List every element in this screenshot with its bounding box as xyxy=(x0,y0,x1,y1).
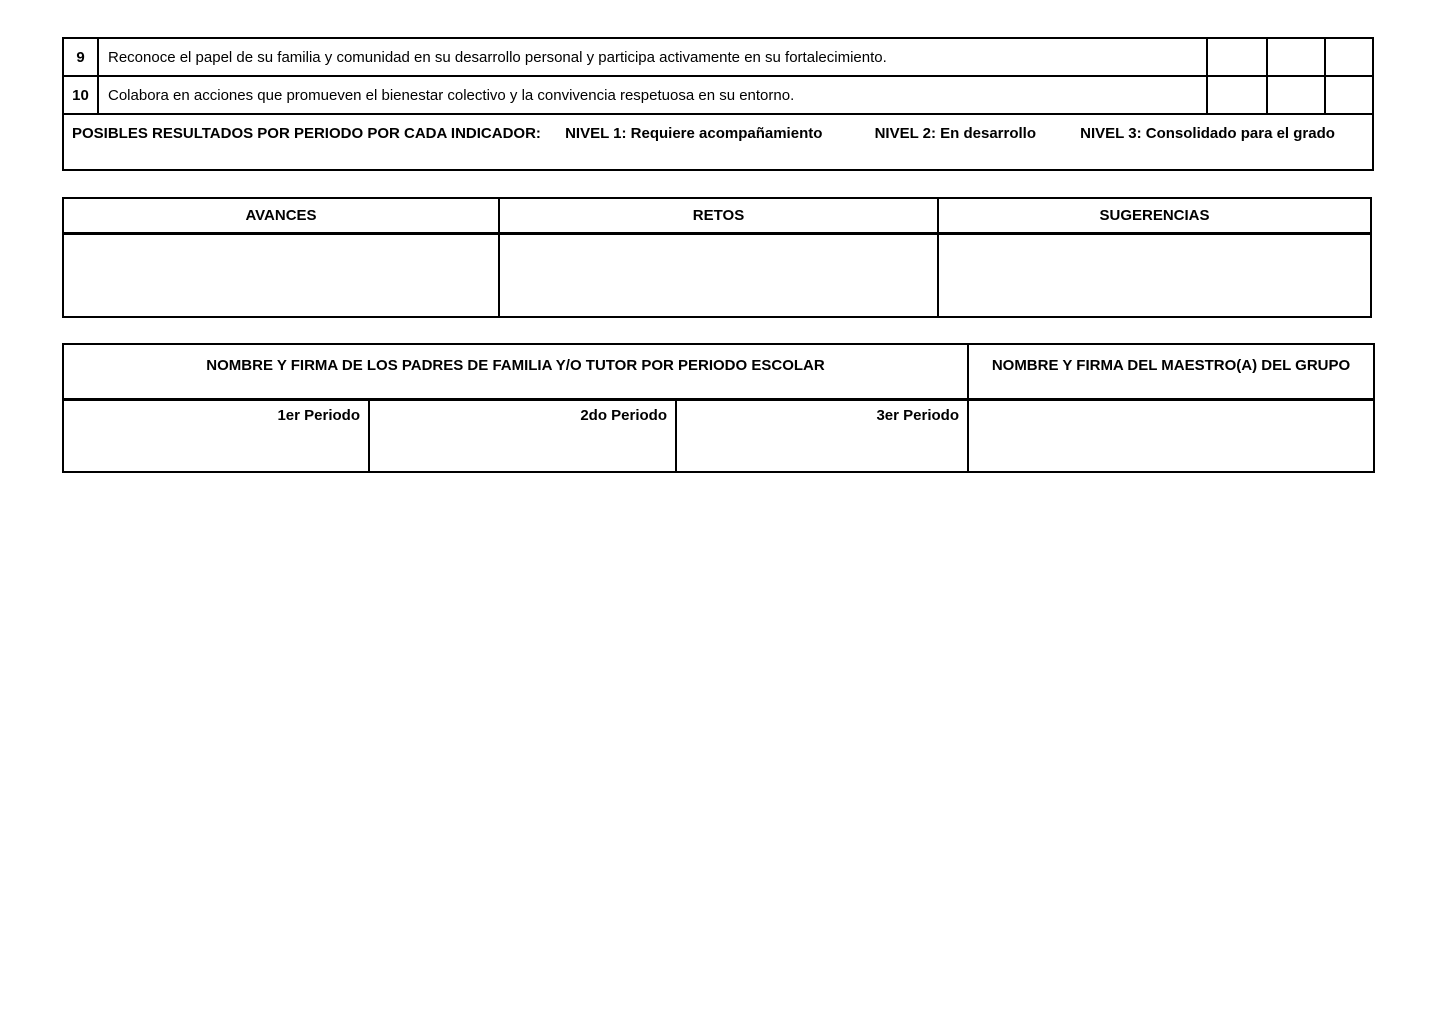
sugerencias-header: SUGERENCIAS xyxy=(938,198,1371,233)
teacher-signature-cell[interactable] xyxy=(968,399,1374,472)
results-legend-row xyxy=(63,114,1373,170)
signatures-header-row xyxy=(63,344,1374,399)
results-legend-label: POSIBLES RESULTADOS POR PERIODO POR CADA INDICADOR: xyxy=(72,125,541,142)
score-cell-r10-p3[interactable] xyxy=(1325,76,1373,114)
avances-header: AVANCES xyxy=(63,198,499,233)
sugerencias-cell[interactable] xyxy=(938,233,1371,317)
indicator-text-9: Reconoce el papel de su familia y comunidad en su desarrollo personal y participa activamente en su fortalecimiento. xyxy=(98,38,1207,76)
period-1-signature-cell[interactable]: 1er Periodo xyxy=(63,399,369,472)
feedback-body-row xyxy=(63,233,1371,317)
signatures-body-row xyxy=(63,399,1374,472)
parents-signature-header: NOMBRE Y FIRMA DE LOS PADRES DE FAMILIA Y/O TUTOR POR PERIODO ESCOLAR xyxy=(63,344,968,399)
score-cell-r9-p3[interactable] xyxy=(1325,38,1373,76)
score-cell-r10-p1[interactable] xyxy=(1207,76,1267,114)
signatures-table xyxy=(62,343,1375,473)
score-cell-r9-p1[interactable] xyxy=(1207,38,1267,76)
level-1-label: NIVEL 1: Requiere acompañamiento xyxy=(565,125,823,142)
level-2-label: NIVEL 2: En desarrollo xyxy=(874,125,1036,142)
indicator-number-10: 10 xyxy=(63,76,98,114)
avances-cell[interactable] xyxy=(63,233,499,317)
indicator-number-9: 9 xyxy=(63,38,98,76)
results-legend-cell xyxy=(63,114,1373,170)
indicator-text-10: Colabora en acciones que promueven el bienestar colectivo y la convivencia respetuosa en su entorno. xyxy=(98,76,1207,114)
feedback-table xyxy=(62,197,1372,318)
retos-header: RETOS xyxy=(499,198,938,233)
indicator-row-10 xyxy=(63,76,1373,114)
indicators-table xyxy=(62,37,1374,171)
indicator-row-9 xyxy=(63,38,1373,76)
score-cell-r10-p2[interactable] xyxy=(1267,76,1325,114)
period-2-signature-cell[interactable]: 2do Periodo xyxy=(369,399,676,472)
score-cell-r9-p2[interactable] xyxy=(1267,38,1325,76)
teacher-signature-header: NOMBRE Y FIRMA DEL MAESTRO(A) DEL GRUPO xyxy=(968,344,1374,399)
retos-cell[interactable] xyxy=(499,233,938,317)
feedback-header-row xyxy=(63,198,1371,233)
period-3-signature-cell[interactable]: 3er Periodo xyxy=(676,399,968,472)
level-3-label: NIVEL 3: Consolidado para el grado xyxy=(1080,125,1335,142)
